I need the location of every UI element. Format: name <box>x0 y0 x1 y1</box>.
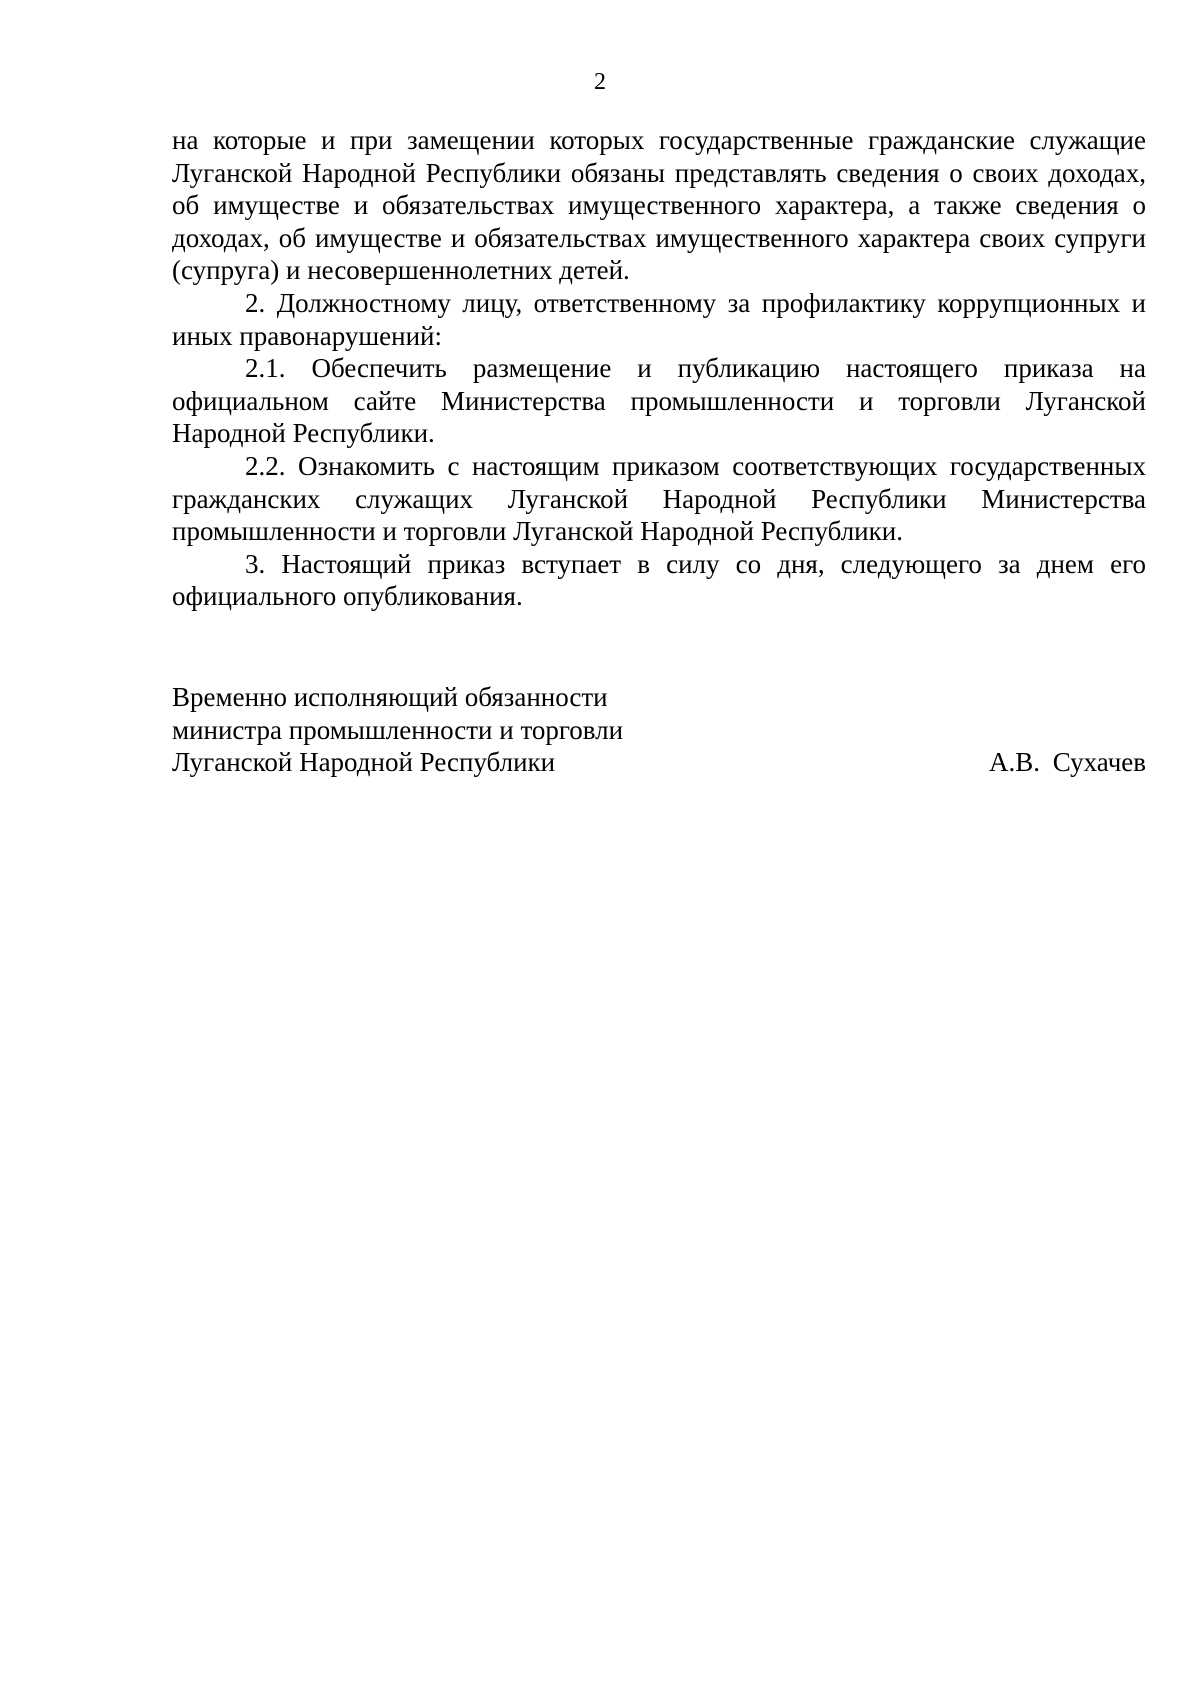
document-body <box>172 124 1146 613</box>
paragraph-item-2-2: 2.2. Ознакомить с настоящим приказом соответствующих государственных гражданских служащих Луганской Народной Республики Министерства промышленности и торговли Луганской Народной Республики. <box>172 450 1146 547</box>
paragraph-continuation: на которые и при замещении которых государственные гражданские служащие Луганской Народной Республики обязаны представлять сведения о своих доходах, об имуществе и обязательствах имущественного характера, а также сведения о доходах, об имуществе и обязательствах имущественного характера своих супруги (супруга) и несовершеннолетних детей. <box>172 125 1146 286</box>
signatory-name: А.В. Сухачев <box>989 747 1146 778</box>
page-number: 2 <box>594 69 606 95</box>
signatory-position-line-1: Временно исполняющий обязанности <box>172 682 608 712</box>
signatory-position-line-2: министра промышленности и торговли <box>172 714 624 745</box>
signature-block <box>172 681 1146 779</box>
paragraph-item-2: 2. Должностному лицу, ответственному за профилактику коррупционных и иных правонарушений: <box>172 287 1146 351</box>
signature-last-row <box>172 746 1146 779</box>
signatory-position-line-3: Луганской Народной Республики <box>172 747 556 778</box>
paragraph-item-3: 3. Настоящий приказ вступает в силу со дня, следующего за днем его официального опубликования. <box>172 548 1146 612</box>
paragraph-item-2-1: 2.1. Обеспечить размещение и публикацию настоящего приказа на официальном сайте Министерства промышленности и торговли Луганской Народной Республики. <box>172 353 1146 449</box>
